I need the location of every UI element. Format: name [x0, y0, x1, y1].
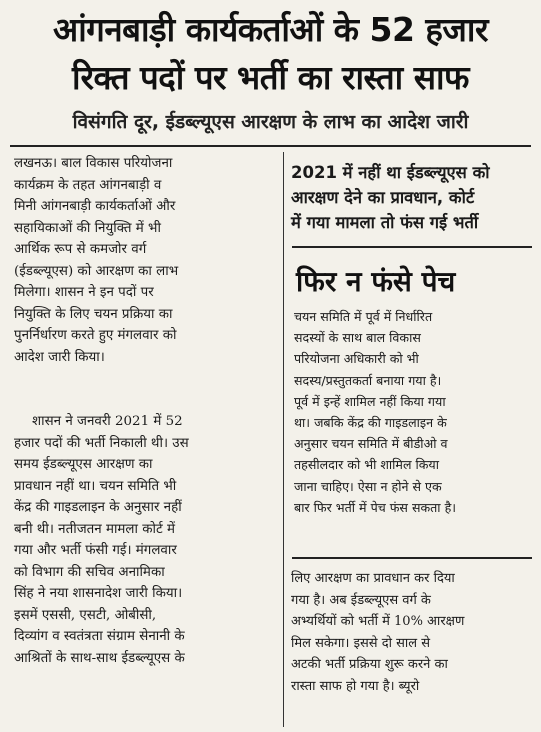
- text-line: मिनी आंगनबाड़ी कार्यकर्ताओं और: [14, 199, 176, 214]
- text-line: आश्रितों के साथ-साथ ईडब्ल्यूएस के: [14, 650, 185, 666]
- text-line: दिव्यांग व स्वतंत्रता संग्राम सेनानी के: [14, 629, 185, 644]
- text-line: सदस्यों के साथ बाल विकास: [294, 330, 421, 346]
- text-line: गया है। अब ईडब्ल्यूएस वर्ग के: [291, 592, 431, 608]
- text-line: पुनर्निर्धारण करते हुए मंगलवार को: [14, 328, 177, 343]
- text-line: अटकी भर्ती प्रक्रिया शुरू करने का: [291, 657, 448, 672]
- text-line: परियोजना अधिकारी को भी: [294, 351, 419, 367]
- subheadline: विसंगति दूर, ईडब्ल्यूएस आरक्षण के लाभ का आदेश जारी: [72, 111, 469, 133]
- text-line: समय ईडब्ल्यूएस आरक्षण का: [14, 457, 153, 472]
- text-line: तहसीलदार को भी शामिल किया: [294, 457, 439, 473]
- text-line: सदस्य/प्रस्तुतकर्ता बनाया गया है।: [294, 372, 442, 388]
- text-line: इसमें एससी, एसटी, ओबीसी,: [14, 607, 157, 623]
- quote-line: आरक्षण देने का प्रावधान, कोर्ट: [291, 188, 475, 207]
- text-line: बनी थी। नतीजतन मामला कोर्ट में: [14, 521, 175, 537]
- text-line: जाना चाहिए। ऐसा न होने से एक: [294, 478, 442, 494]
- text-line: हजार पदों की भर्ती निकाली थी। उस: [14, 435, 189, 451]
- headline-line-2: रिक्त पदों पर भर्ती का रास्ता साफ: [71, 58, 469, 97]
- highlight-quote: [291, 160, 536, 235]
- text-line: प्रावधान नहीं था। चयन समिति भी: [14, 478, 177, 494]
- text-line: लिए आरक्षण का प्रावधान कर दिया: [291, 571, 455, 586]
- text-line: लखनऊ। बाल विकास परियोजना: [14, 156, 173, 171]
- quote-line: में गया मामला तो फंस गई भर्ती: [291, 213, 479, 232]
- box-body: [294, 306, 534, 518]
- text-line: सहायिकाओं की नियुक्ति में भी: [14, 220, 161, 236]
- text-line: आदेश जारी किया।: [14, 349, 105, 365]
- text-line: (ईडब्ल्यूएस) को आरक्षण का लाभ: [14, 263, 179, 279]
- box-bottom-rule: [292, 557, 532, 559]
- text-line: अनुसार चयन समिति में बीडीओ व: [294, 436, 448, 452]
- text-line: आर्थिक रूप से कमजोर वर्ग: [14, 242, 147, 257]
- text-line: मिल सकेगा। इससे दो साल से: [291, 635, 430, 651]
- quote-line: 2021 में नहीं था ईडब्ल्यूएस को: [291, 163, 490, 182]
- column-divider: [283, 152, 284, 727]
- subheadline-rule: [10, 145, 531, 147]
- text-line: बार फिर भर्ती में पेच फंस सकता है।: [294, 499, 457, 515]
- left-paragraph-1: [14, 153, 276, 368]
- text-line: को विभाग की सचिव अनामिका: [14, 564, 165, 580]
- text-line: कार्यक्रम के तहत आंगनबाड़ी व: [14, 177, 162, 193]
- text-line: अभ्यर्थियों को भर्ती में 10% आरक्षण: [291, 614, 465, 629]
- box-heading: फिर न फंसे पेच: [296, 265, 456, 298]
- text-line: मिलेगा। शासन ने इन पदों पर: [14, 285, 154, 300]
- highlight-rule: [292, 246, 532, 248]
- text-line: पूर्व में इन्हें शामिल नहीं किया गया: [294, 393, 446, 409]
- text-line: केंद्र की गाइडलाइन के अनुसार नहीं: [14, 500, 182, 515]
- text-line: शासन ने जनवरी 2021 में 52: [32, 414, 183, 429]
- text-line: चयन समिति में पूर्व में निर्धारित: [294, 309, 433, 324]
- right-continuation: [291, 568, 535, 697]
- text-line: नियुक्ति के लिए चयन प्रक्रिया का: [14, 306, 173, 322]
- headline-line-1: आंगनबाड़ी कार्यकर्ताओं के 52 हजार: [53, 10, 488, 49]
- left-paragraph-2: [14, 411, 276, 669]
- text-line: था। जबकि केंद्र की गाइडलाइन के: [294, 415, 447, 431]
- text-line: गया और भर्ती फंसी गई। मंगलवार: [14, 543, 177, 558]
- text-line: सिंह ने नया शासनादेश जारी किया।: [14, 586, 183, 601]
- text-line: रास्ता साफ हो गया है। ब्यूरो: [291, 678, 420, 694]
